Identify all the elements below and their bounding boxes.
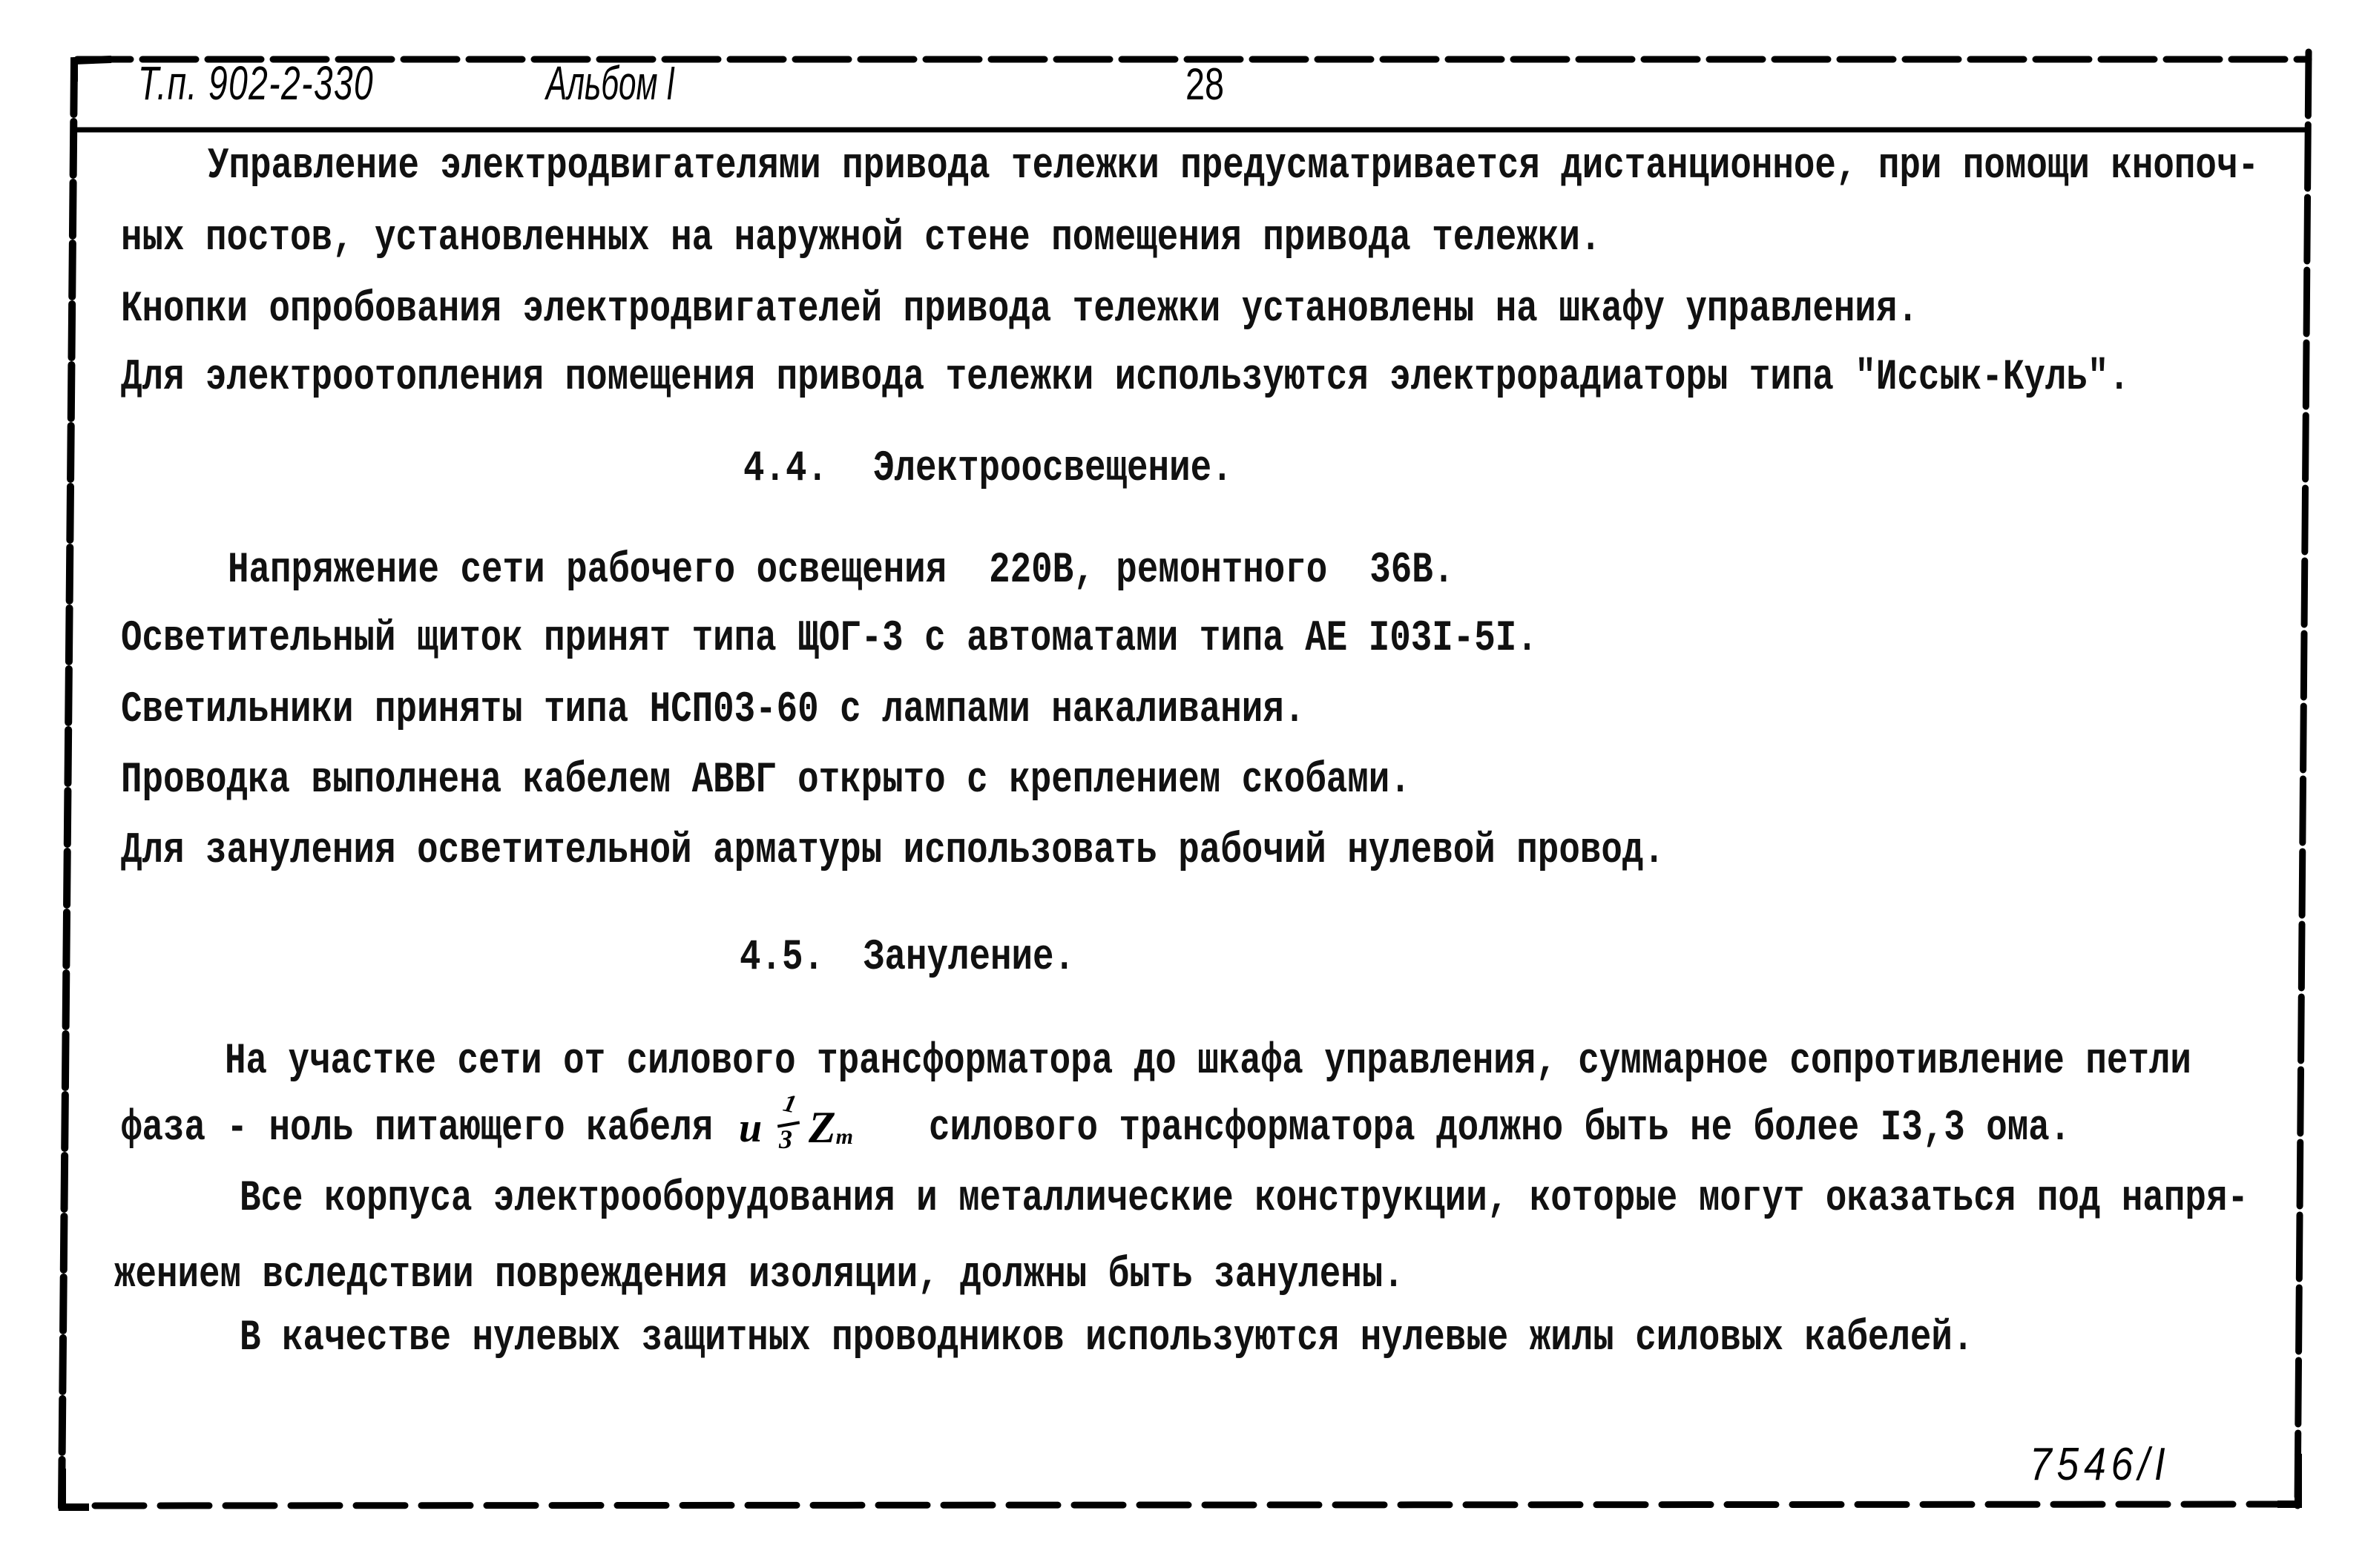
formula-prefix: и [739, 1105, 763, 1151]
fraction-numerator: 1 [780, 1089, 799, 1119]
section-4-5-line-4: жением вследствии повреждения изоляции, должны быть занулены. [114, 1251, 1404, 1300]
section-4-5-line-5: В качестве нулевых защитных проводников используются нулевые жилы силовых кабелей. [240, 1314, 1974, 1363]
section-4-4-line-1: Напряжение сети рабочего освещения 220В, ремонтного 36В. [228, 546, 1455, 596]
section-4-4-line-4: Проводка выполнена кабелем АВВГ открыто с креплением скобами. [121, 756, 1411, 806]
body-line-4: Для электроотопления помещения привода тележки используются электрорадиаторы типа "Иссык-Куль". [121, 353, 2130, 403]
formula-fraction [777, 1089, 803, 1159]
body-line-1: Управление электродвигателями привода тележки предусматривается дистанционное, при помощи кнопоч- [208, 142, 2259, 191]
section-4-5-line-3: Все корпуса электрооборудования и металлические конструкции, которые могут оказаться под напря- [240, 1174, 2249, 1224]
frame-bottom-right-corner [2277, 1454, 2298, 1504]
fraction-denominator: 3 [779, 1124, 792, 1154]
section-4-4-number: 4.4. [743, 444, 829, 494]
section-4-5-line-2a: фаза - ноль питающего кабеля [121, 1104, 714, 1153]
section-4-4-title: Электроосвещение. [873, 444, 1233, 494]
impedance-subscript: т [835, 1124, 853, 1149]
sheet-code: 7546/I [2030, 1439, 2171, 1490]
section-4-5-title: Зануление. [864, 933, 1076, 983]
frame-bottom-border [95, 1504, 2295, 1506]
section-4-5-line-2b: силового трансформатора должно быть не более I3,3 ома. [929, 1104, 2071, 1153]
frame-bottom-left-corner [62, 1469, 89, 1507]
impedance-letter: Z [809, 1103, 836, 1152]
frame-right-border [2297, 52, 2309, 1506]
section-4-4-line-5: Для зануления осветительной арматуры использовать рабочий нулевой провод. [121, 826, 1665, 876]
frame-top-left-corner [74, 59, 111, 82]
section-4-4-line-2: Осветительный щиток принят типа ЩОГ-3 с автоматами типа АЕ I03I-5I. [121, 614, 1538, 664]
frame-left-border [62, 61, 74, 1507]
project-code: Т.п. 902-2-330 [138, 56, 375, 110]
formula-impedance-symbol [809, 1105, 853, 1150]
page-number: 28 [1185, 59, 1225, 109]
section-4-5-number: 4.5. [740, 933, 825, 983]
album-label: Альбом I [546, 56, 675, 110]
body-line-2: ных постов, установленных на наружной стене помещения привода тележки. [121, 214, 1602, 263]
section-4-5-line-1: На участке сети от силового трансформатора до шкафа управления, суммарное сопротивление петли [225, 1037, 2191, 1087]
body-line-3: Кнопки опробования электродвигателей привода тележки установлены на шкафу управления. [121, 285, 1918, 335]
section-4-4-line-3: Светильники приняты типа НСП03-60 с лампами накаливания. [121, 685, 1306, 735]
